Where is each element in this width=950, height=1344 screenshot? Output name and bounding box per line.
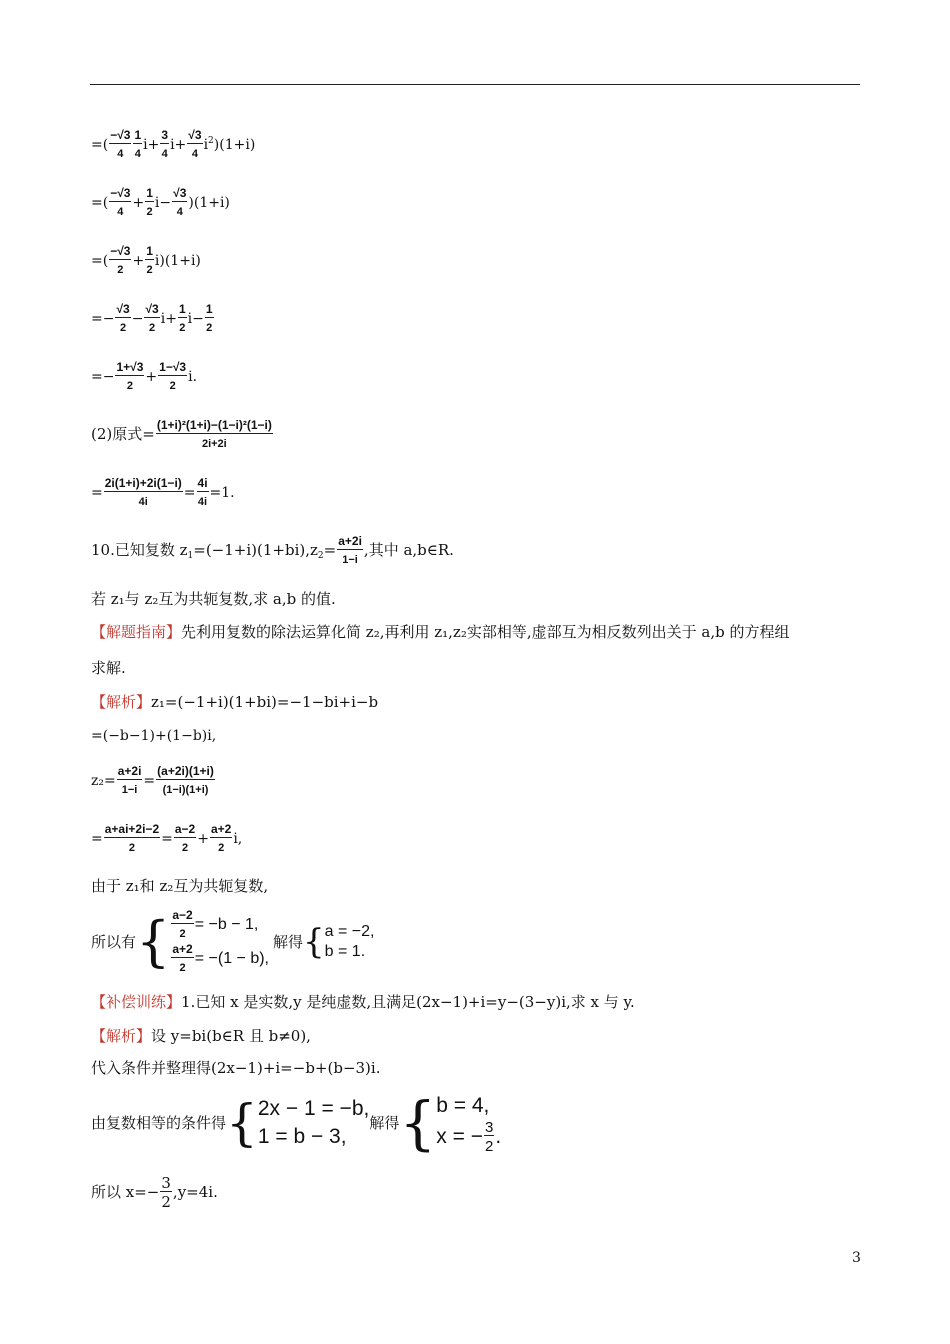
equation-1: 2x − 1 = −b, — [257, 1097, 370, 1121]
denominator: 2 — [146, 264, 153, 276]
fraction — [109, 128, 131, 162]
text: = — [323, 541, 337, 559]
equation-2: = −(1 − b), — [194, 950, 269, 967]
numerator: (a+2i)(1+i) — [157, 764, 214, 778]
numerator: 3 — [484, 1119, 494, 1137]
numerator: √3 — [173, 186, 187, 200]
solution-z2: z₂= $\frac{a+2i}{1-i}$ = $\frac{(a+2i)(1+i)}{(1-i)(1+i)}$ — [91, 764, 214, 796]
denominator: 4i — [138, 496, 148, 508]
text: 1.已知 x 是实数,y 是纯虚数,且满足(2x−1)+i=y−(3−y)i,求 x 与 y. — [181, 993, 635, 1011]
denominator: 2 — [120, 322, 127, 334]
answer-rows — [325, 922, 375, 962]
conjugate-line: 由于 z₁和 z₂互为共轭复数, — [91, 877, 269, 895]
numerator: √3 — [116, 302, 130, 316]
part2-line-1 — [91, 418, 274, 452]
denominator: 1−i — [121, 784, 138, 796]
numerator: a−2 — [174, 822, 196, 836]
fraction — [133, 128, 142, 162]
solution-tag: 【解析】 — [91, 1027, 152, 1045]
denominator: 4 — [176, 206, 183, 218]
brace-icon: { — [399, 1089, 437, 1158]
brace-icon: { — [303, 922, 325, 962]
text: z₂= — [91, 773, 116, 789]
solution-z2-expand: = $\frac{a+ai+2i-2}{2}$ = $\frac{a-2}{2}$ + $\frac{a+2}{2}$ i, — [91, 822, 243, 854]
answer-b: b = 4, — [436, 1094, 490, 1117]
fraction — [156, 418, 273, 452]
numerator: 3 — [161, 1174, 171, 1192]
text: 设 y=bi(b∈R 且 b≠0), — [151, 1027, 311, 1045]
formula-line-1: =( $\frac{-√3}{4}$ $\frac{1}{4}$ i+ $\frac{3}{4}$ i+ $\frac{√3}{4}$ $i^2)(1+i)$ — [91, 128, 256, 160]
system-line — [91, 908, 374, 976]
numerator: 4i — [197, 476, 208, 490]
denominator: 2 — [161, 1193, 171, 1211]
numerator: √3 — [145, 302, 159, 316]
text: 所以有 — [91, 933, 137, 951]
numerator: 1+√3 — [116, 360, 144, 374]
text: =(−1+i)(1+bi),z — [193, 541, 318, 559]
numerator: (1+i)²(1+i)−(1−i)²(1−i) — [156, 418, 272, 432]
fraction — [160, 128, 169, 162]
numerator: 1 — [205, 302, 213, 316]
fraction — [115, 302, 130, 336]
part2-label: (2)原式= — [91, 425, 155, 443]
page-number: 3 — [852, 1250, 861, 1266]
numerator: a+2i — [117, 764, 142, 778]
denominator: 2 — [179, 322, 186, 334]
denominator: 2i+2i — [201, 438, 227, 450]
numerator: 1−√3 — [159, 360, 187, 374]
fraction — [104, 476, 183, 510]
equation-2: 1 = b − 3, — [257, 1125, 347, 1149]
answer-x: x = − $\frac{3}{2}$ . — [436, 1119, 502, 1156]
fraction — [174, 822, 196, 856]
fraction — [144, 302, 159, 336]
extra-system-line — [91, 1089, 502, 1158]
fraction — [171, 908, 193, 942]
text: 先利用复数的除法运算化简 z₂,再利用 z₁,z₂实部相等,虚部互为相反数列出关于 a,b 的方程组 — [181, 623, 790, 641]
denominator: 2 — [179, 928, 186, 940]
denominator: 1−i — [342, 554, 358, 566]
denominator: 4 — [161, 148, 168, 160]
equation-rows — [170, 908, 269, 976]
solution-line-2: =(−b−1)+(1−b)i, — [91, 728, 217, 744]
formula-line-3: =( $\frac{-√3}{2}$ + $\frac{1}{2}$ i)(1+i) — [91, 244, 201, 276]
numerator: 2i(1+i)+2i(1−i) — [104, 476, 182, 490]
fraction — [156, 764, 215, 798]
fraction — [158, 360, 187, 394]
fraction — [160, 1176, 172, 1210]
equation-system — [91, 908, 374, 976]
numerator: a+2 — [210, 822, 232, 836]
formula-line-4: =− $\frac{√3}{2}$ − $\frac{√3}{2}$ i+ $\frac{1}{2}$ i− $\frac{1}{2}$ — [91, 302, 213, 334]
question-10: 10.已知复数 $z_1=(-1+i)(1+bi),z_2=$ $\frac{a+2i}{1-i}$ ,其中 a,b∈R. — [91, 534, 454, 566]
final-answer — [91, 1176, 218, 1210]
numerator: 1 — [146, 186, 153, 200]
text: =1. — [209, 485, 235, 501]
fraction — [109, 186, 131, 220]
numerator: 1 — [178, 302, 186, 316]
answer-b: b = 1. — [324, 943, 366, 960]
part2-line-2: = $\frac{2i(1+i)+2i(1-i)}{4i}$ = $\frac{4i}{4i}$ =1. — [91, 476, 235, 508]
numerator: a−2 — [172, 908, 193, 922]
fraction — [197, 476, 209, 510]
guide-line — [91, 622, 789, 642]
denominator: 4 — [191, 148, 198, 160]
numerator: 3 — [161, 128, 169, 142]
text: =( — [91, 137, 109, 153]
text: (1+i) — [219, 137, 256, 153]
fraction — [337, 534, 363, 568]
denominator: 2 — [117, 264, 124, 276]
denominator: 4 — [134, 148, 141, 160]
numerator: a+ai+2i−2 — [104, 822, 160, 836]
fraction — [145, 244, 154, 278]
denominator: 4 — [117, 148, 124, 160]
extra-tag: 【补偿训练】 — [91, 993, 182, 1011]
text: 解得 — [273, 933, 304, 951]
fraction — [172, 186, 187, 220]
denominator: 2 — [149, 322, 156, 334]
extra-solution-2: 代入条件并整理得(2x−1)+i=−b+(b−3)i. — [91, 1059, 381, 1077]
numerator: 1 — [146, 244, 153, 258]
denominator: 2 — [169, 380, 176, 392]
text: ,其中 a,b∈R. — [363, 541, 454, 559]
extra-question — [91, 992, 635, 1012]
answer-rows — [436, 1092, 501, 1154]
fraction — [171, 942, 193, 976]
text: 10.已知复数 z — [91, 541, 188, 559]
fraction — [187, 128, 202, 162]
denominator: 2 — [128, 842, 135, 854]
text: 所以 x=− — [91, 1183, 160, 1201]
solution-line-1 — [91, 692, 378, 712]
fraction — [178, 302, 187, 336]
text: 解得 — [369, 1114, 400, 1133]
fraction — [205, 302, 214, 336]
fraction — [210, 822, 232, 856]
header-rule — [90, 84, 860, 85]
guide-tag: 【解题指南】 — [91, 623, 182, 641]
denominator: 4i — [197, 496, 208, 508]
equation-rows — [258, 1095, 370, 1151]
text: ,y=4i. — [172, 1183, 218, 1201]
text: i, — [233, 831, 243, 847]
brace-icon: { — [136, 910, 171, 973]
denominator: (1−i)(1+i) — [162, 784, 209, 796]
fraction — [109, 244, 131, 278]
extra-solution-1 — [91, 1026, 311, 1046]
denominator: 2 — [179, 962, 186, 974]
fraction — [484, 1120, 494, 1154]
brace-icon: { — [226, 1094, 258, 1153]
denominator: 2 — [218, 842, 225, 854]
fraction — [117, 764, 143, 798]
answer-a: a = −2, — [324, 923, 375, 940]
denominator: 2 — [181, 842, 189, 854]
text: x = − — [436, 1125, 483, 1148]
numerator: −√3 — [110, 128, 131, 142]
denominator: 2 — [484, 1138, 494, 1156]
text: 由复数相等的条件得 — [91, 1114, 227, 1133]
equation-system — [91, 1089, 502, 1158]
formula-line-2: =( $\frac{-√3}{4}$ + $\frac{1}{2}$ i− $\frac{√3}{4}$ )(1+i) — [91, 186, 230, 218]
formula-line-5: =− $\frac{1+√3}{2}$ + $\frac{1-√3}{2}$ i. — [91, 360, 198, 392]
denominator: 2 — [206, 322, 213, 334]
denominator: 4 — [117, 206, 124, 218]
guide-line-2: 求解. — [91, 659, 126, 677]
denominator: 2 — [146, 206, 153, 218]
fraction — [115, 360, 144, 394]
fraction — [145, 186, 154, 220]
numerator: a+2i — [338, 534, 362, 548]
numerator: −√3 — [110, 244, 131, 258]
numerator: a+2 — [172, 942, 193, 956]
equation-1: = −b − 1, — [194, 916, 259, 933]
denominator: 2 — [126, 380, 133, 392]
question-10-line-2: 若 z₁与 z₂互为共轭复数,求 a,b 的值. — [91, 590, 336, 608]
text: z₁=(−1+i)(1+bi)=−1−bi+i−b — [151, 693, 379, 711]
fraction — [104, 822, 160, 856]
numerator: 1 — [134, 128, 142, 142]
solution-tag: 【解析】 — [91, 693, 152, 711]
numerator: √3 — [188, 128, 202, 142]
numerator: −√3 — [110, 186, 131, 200]
